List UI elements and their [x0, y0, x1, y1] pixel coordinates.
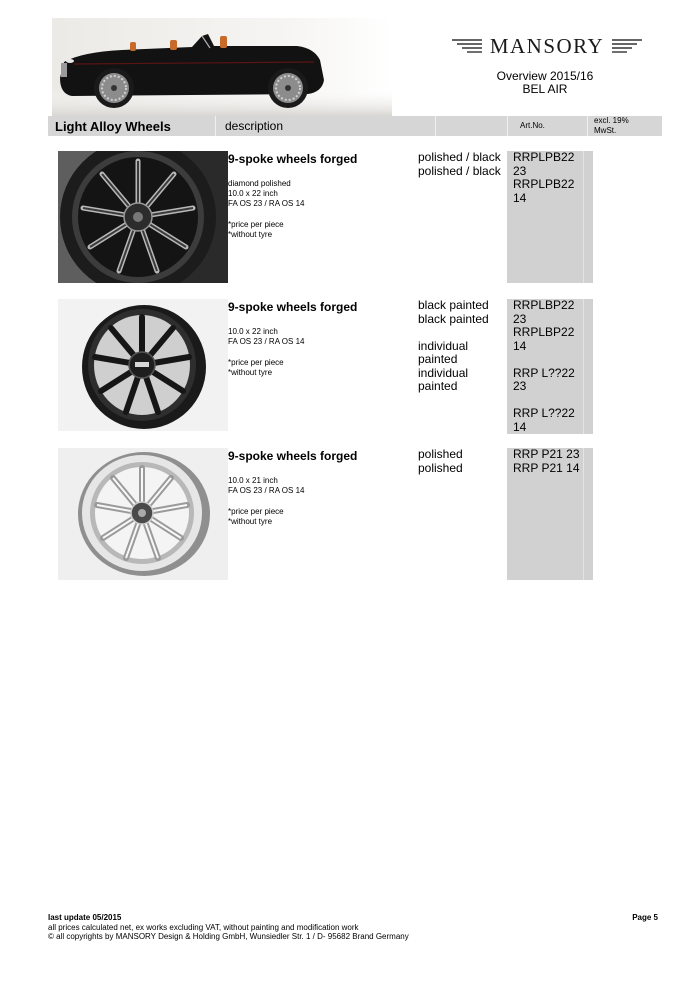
- spec-offset: FA OS 23 / RA OS 14: [228, 486, 305, 495]
- vat-note-line2: MwSt.: [594, 126, 617, 135]
- art-no: RRPLBP22: [513, 298, 575, 312]
- art-no: 23: [513, 311, 527, 326]
- logo-text: MANSORY: [489, 34, 605, 58]
- wheel-image-polished: [58, 448, 228, 580]
- spec-size: 10.0 x 22 inch: [228, 189, 278, 198]
- product-specs: [228, 327, 408, 378]
- product-title: 9-spoke wheels forged: [228, 152, 358, 166]
- page-number: Page 5: [632, 913, 658, 922]
- art-no-column: [507, 299, 593, 434]
- spec-offset: FA OS 23 / RA OS 14: [228, 199, 305, 208]
- wheel-image-black-painted: [58, 299, 228, 431]
- spec-tyre-note: *without tyre: [228, 368, 273, 377]
- mansory-logo: [452, 34, 642, 58]
- product-specs: [228, 179, 408, 240]
- art-no-header: Art.No.: [520, 121, 545, 130]
- spec-finish: diamond polished: [228, 179, 291, 188]
- finish-item: painted: [418, 352, 458, 366]
- product-finishes: [418, 151, 508, 178]
- table-header-bar: [48, 116, 662, 136]
- art-no: 14: [513, 190, 527, 205]
- finish-item: polished: [418, 447, 463, 461]
- finish-item: polished: [418, 460, 463, 475]
- vat-note-header: [594, 116, 654, 136]
- art-no-column: [507, 151, 593, 283]
- product-specs: [228, 476, 408, 527]
- header-cell-finish: [436, 116, 508, 136]
- finish-item: polished / black: [418, 150, 501, 164]
- spec-size: 10.0 x 22 inch: [228, 327, 278, 336]
- overview-year: Overview 2015/16: [496, 69, 594, 83]
- spec-price-note: *price per piece: [228, 358, 284, 367]
- overview-model: BEL AIR: [522, 82, 568, 96]
- last-update: last update 05/2015: [48, 913, 122, 922]
- overview-heading: [470, 70, 620, 96]
- product-finishes: [418, 448, 508, 475]
- art-no: [513, 394, 583, 408]
- art-no: RRP P21 14: [513, 460, 580, 475]
- spec-tyre-note: *without tyre: [228, 230, 273, 239]
- description-header: description: [225, 119, 284, 133]
- art-no: RRP P21 23: [513, 447, 580, 461]
- copyright: © all copyrights by MANSORY Design & Holding GmbH, Wunsiedler Str. 1 / D- 95682 Brand Germany: [48, 932, 409, 941]
- spec-size: 10.0 x 21 inch: [228, 476, 278, 485]
- finish-item: individual: [418, 365, 469, 380]
- finish-item: painted: [418, 379, 458, 393]
- product-finishes: [418, 299, 508, 394]
- finish-item: black painted: [418, 311, 489, 326]
- finish-item: [418, 326, 508, 340]
- price-note: all prices calculated net, ex works excluding VAT, without painting and modification work: [48, 922, 359, 932]
- art-no: [513, 353, 583, 367]
- finish-item: individual: [418, 338, 469, 353]
- art-no: 14: [513, 338, 527, 353]
- art-no: RRPLPB22: [513, 150, 575, 164]
- spec-offset: FA OS 23 / RA OS 14: [228, 337, 305, 346]
- logo-lines-left-icon: [452, 39, 482, 53]
- logo-lines-right-icon: [612, 39, 642, 53]
- art-no: RRPLBP22: [513, 325, 575, 339]
- art-no: RRP L??22: [513, 406, 575, 420]
- wheel-image-polished-black: [58, 151, 228, 283]
- art-no: RRPLPB22: [513, 177, 575, 191]
- art-no: RRP L??22: [513, 365, 575, 380]
- page-footer: [48, 913, 660, 942]
- product-row-3: [58, 448, 598, 580]
- finish-item: polished / black: [418, 163, 501, 178]
- product-row-2: [58, 299, 598, 434]
- art-no-column: [507, 448, 593, 580]
- vat-note-line1: excl. 19%: [594, 116, 629, 125]
- art-no: 14: [513, 419, 527, 434]
- spec-price-note: *price per piece: [228, 507, 284, 516]
- art-no: 23: [513, 379, 527, 393]
- car-banner-image: [52, 18, 392, 116]
- section-title: Light Alloy Wheels: [55, 119, 171, 134]
- spec-tyre-note: *without tyre: [228, 517, 273, 526]
- product-title: 9-spoke wheels forged: [228, 300, 358, 314]
- finish-item: black painted: [418, 298, 489, 312]
- product-title: 9-spoke wheels forged: [228, 449, 358, 463]
- art-no: 23: [513, 163, 527, 178]
- spec-price-note: *price per piece: [228, 220, 284, 229]
- product-row-1: [58, 151, 598, 283]
